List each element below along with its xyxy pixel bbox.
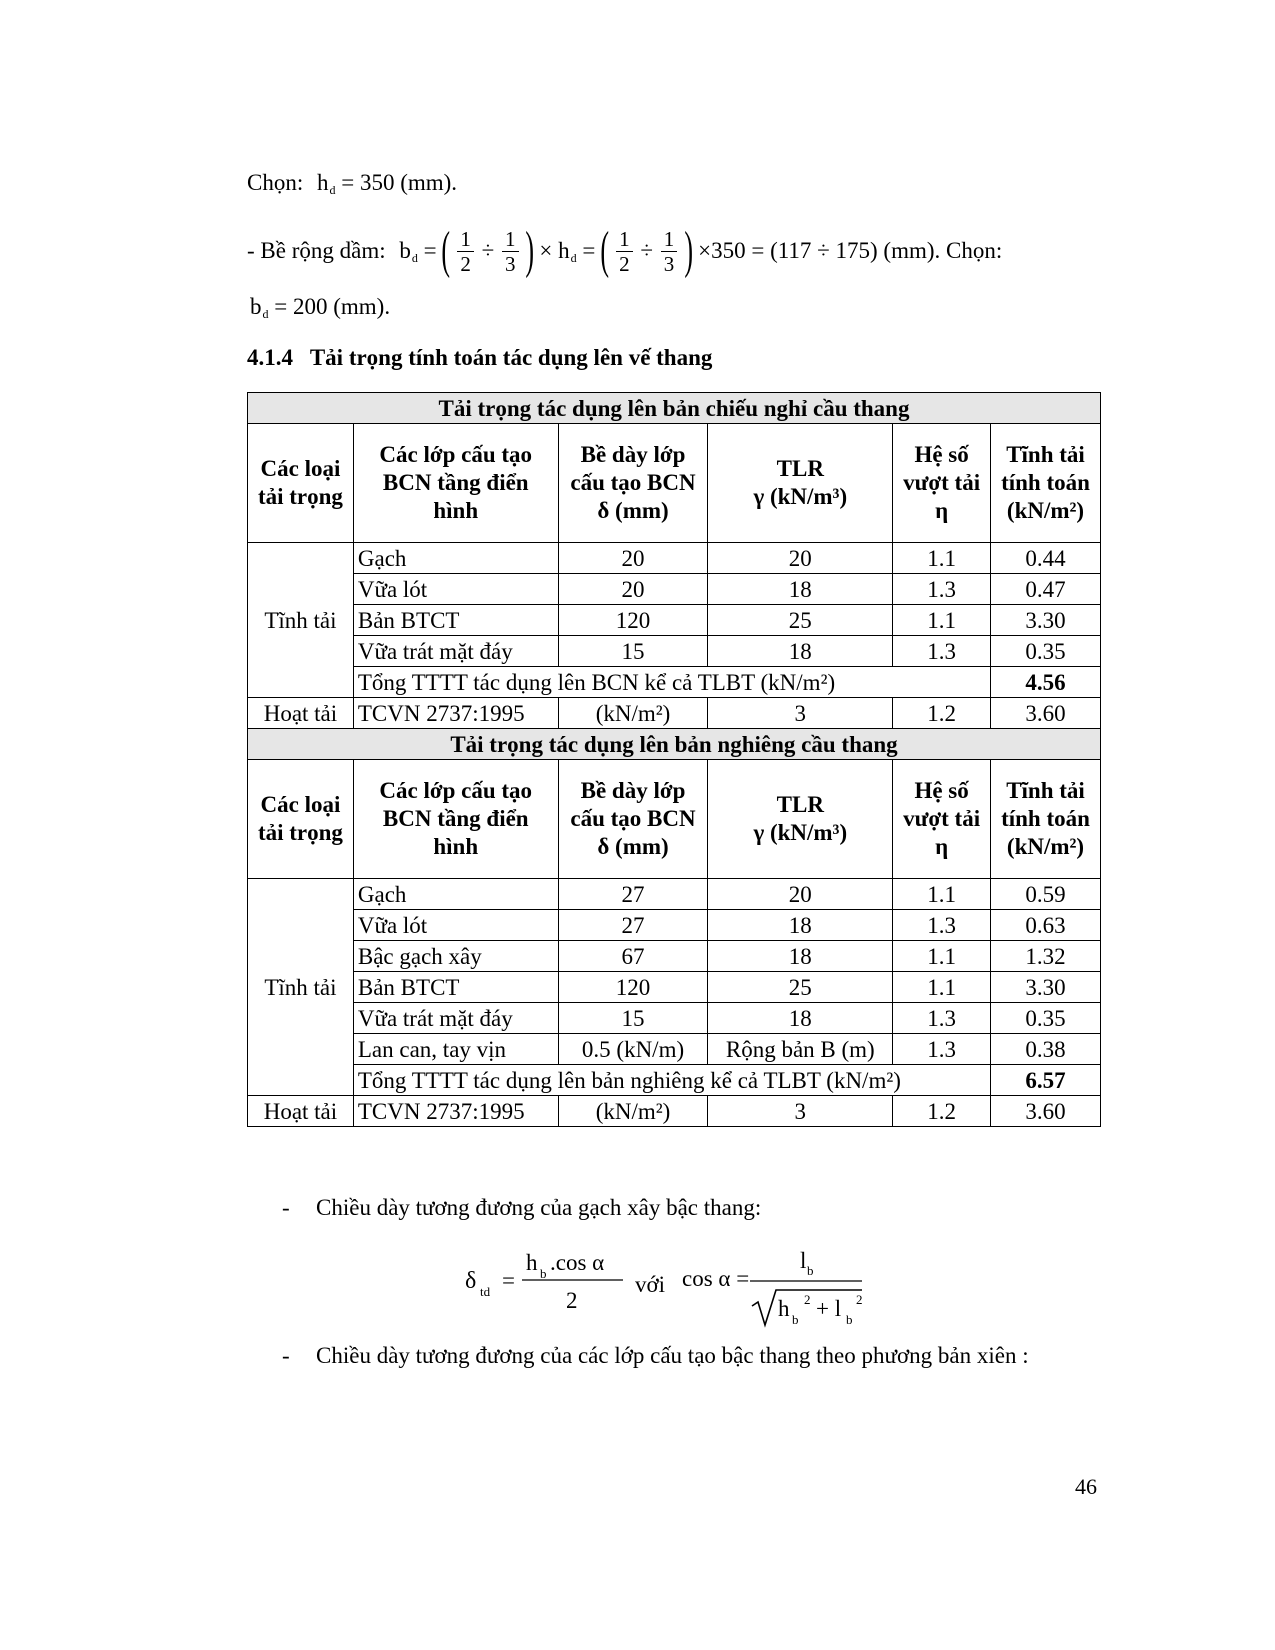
formula-delta: δ — [465, 1268, 477, 1294]
page-number: 46 — [1075, 1474, 1097, 1499]
table1-header-layers: Các lớp cấu tạo BCN tầng điển hình — [353, 424, 558, 543]
formula-rnum-sub: b — [807, 1263, 814, 1278]
formula-eq-1: = — [502, 1268, 515, 1293]
table2-group-dead-load: Tĩnh tải — [248, 879, 354, 1096]
left-paren-1: ( — [441, 222, 451, 279]
table1-title: Tải trọng tác dụng lên bản chiếu nghỉ cầu thang — [248, 393, 1101, 424]
table2-live-row: Hoạt tải TCVN 2737:1995 (kN/m²) 3 1.2 3.60 — [248, 1096, 1101, 1127]
formula-rnum-l: l — [800, 1248, 807, 1273]
table2-header-thickness: Bề dày lớp cấu tạo BCN δ (mm) — [558, 760, 708, 879]
table2-total-label: Tổng TTTT tác dụng lên bản nghiêng kể cả TLBT (kN/m²) — [353, 1065, 990, 1096]
div-sign-2: ÷ — [640, 238, 654, 263]
hd-sub: d — [329, 183, 336, 197]
table-row: Bản BTCT 120 25 1.1 3.30 — [248, 972, 1101, 1003]
table1-header-factor: Hệ số vượt tải η — [893, 424, 991, 543]
fraction-one-half-2: $\frac{1}{2}$ — [616, 227, 633, 276]
formula-num-h: h — [526, 1250, 538, 1275]
table2-header-layers: Các lớp cấu tạo BCN tầng điển hình — [353, 760, 558, 879]
table2-header-load-type: Các loại tải trọng — [248, 760, 354, 879]
hd-var: h — [316, 170, 329, 195]
formula-delta-sub: td — [480, 1284, 491, 1299]
table1-header-load: Tĩnh tải tính toán (kN/m²) — [991, 424, 1101, 543]
load-table — [247, 392, 1101, 1127]
table-row: Tĩnh tải Gạch 27 20 1.1 0.59 — [248, 879, 1101, 910]
formula-voi: với — [635, 1272, 666, 1297]
table1-header-thickness: Bề dày lớp cấu tạo BCN δ (mm) — [558, 424, 708, 543]
hd-value: = 350 (mm). — [341, 170, 458, 195]
table1-group-dead-load: Tĩnh tải — [248, 543, 354, 698]
table1-header-tlr: TLR γ (kN/m³) — [708, 424, 893, 543]
table-row: Lan can, tay vịn 0.5 (kN/m) Rộng bản B (m) 1.3 0.38 — [248, 1034, 1101, 1065]
table2-total-value: 6.57 — [991, 1065, 1101, 1096]
formula-den: 2 — [566, 1288, 578, 1313]
fraction-one-half-1: $\frac{1}{2}$ — [457, 227, 474, 276]
bd-value: = 200 (mm). — [274, 294, 391, 319]
table2-header-tlr: TLR γ (kN/m³) — [708, 760, 893, 879]
bd-var-2: b — [250, 294, 262, 319]
bullet-text-1: Chiều dày tương đương của gạch xây bậc thang: — [316, 1195, 762, 1220]
table2-title: Tải trọng tác dụng lên bản nghiêng cầu thang — [248, 729, 1101, 760]
table1-header-load-type: Các loại tải trọng — [248, 424, 354, 543]
equivalent-thickness-formula — [460, 1240, 880, 1335]
formula-cos-lhs: cos α = — [682, 1266, 750, 1291]
table-row: Vữa trát mặt đáy 15 18 1.3 0.35 — [248, 636, 1101, 667]
beam-width-label: - Bề rộng dầm: — [247, 238, 386, 263]
section-heading: 4.1.4 Tải trọng tính toán tác dụng lên vế thang — [247, 345, 713, 370]
formula-num-sub: b — [540, 1266, 547, 1281]
formula-rden-h-sub: b — [792, 1312, 799, 1327]
right-paren-2: ) — [684, 222, 694, 279]
formula-rden-h: h — [778, 1296, 790, 1321]
table2-total-row — [248, 1065, 1101, 1096]
table1-live-row: Hoạt tải TCVN 2737:1995 (kN/m²) 3 1.2 3.60 — [248, 698, 1101, 729]
bd-var: b — [399, 238, 411, 263]
bd-sub: d — [411, 251, 418, 265]
formula-rden-plus-l: + l — [816, 1296, 842, 1321]
times-hd: × hd — [539, 238, 577, 265]
div-sign-1: ÷ — [481, 238, 495, 263]
fraction-one-third-2: $\frac{1}{3}$ — [661, 227, 678, 276]
table-row: Vữa trát mặt đáy 15 18 1.3 0.35 — [248, 1003, 1101, 1034]
bullet-dash-1: - — [282, 1195, 290, 1220]
table-row: Vữa lót 27 18 1.3 0.63 — [248, 910, 1101, 941]
bullet-dash-2: - — [282, 1343, 290, 1368]
table1-total-label: Tổng TTTT tác dụng lên BCN kể cả TLBT (kN/m²) — [353, 667, 990, 698]
times-350-result: ×350 = (117 ÷ 175) (mm). Chọn: — [698, 238, 1003, 263]
fraction-one-third-1: $\frac{1}{3}$ — [502, 227, 519, 276]
table-row: Tĩnh tải Gạch 20 20 1.1 0.44 — [248, 543, 1101, 574]
formula-rden-h-sq: 2 — [804, 1292, 811, 1307]
right-paren-1: ) — [525, 222, 535, 279]
table1-total-value: 4.56 — [991, 667, 1101, 698]
eq-sign-2: = — [582, 238, 596, 263]
bd-sub-2: d — [262, 307, 269, 321]
bd-200-line — [250, 294, 390, 320]
table2-header-load: Tĩnh tải tính toán (kN/m²) — [991, 760, 1101, 879]
table2-header-factor: Hệ số vượt tải η — [893, 760, 991, 879]
beam-width-line — [247, 222, 1003, 279]
eq-sign-1: = — [423, 238, 437, 263]
table-row: Bản BTCT 120 25 1.1 3.30 — [248, 605, 1101, 636]
chon-label: Chọn: — [247, 170, 304, 195]
formula-rden-l-sub: b — [846, 1312, 853, 1327]
table-row: Vữa lót 20 18 1.3 0.47 — [248, 574, 1101, 605]
bullet-text-2: Chiều dày tương đương của các lớp cấu tạo bậc thang theo phương bản xiên : — [316, 1343, 1029, 1368]
chon-hd-line — [247, 170, 457, 196]
table-row: Bậc gạch xây 67 18 1.1 1.32 — [248, 941, 1101, 972]
formula-num-cos: .cos α — [550, 1250, 605, 1275]
left-paren-2: ( — [600, 222, 610, 279]
table1-total-row — [248, 667, 1101, 698]
formula-rden-l-sq: 2 — [856, 1292, 863, 1307]
